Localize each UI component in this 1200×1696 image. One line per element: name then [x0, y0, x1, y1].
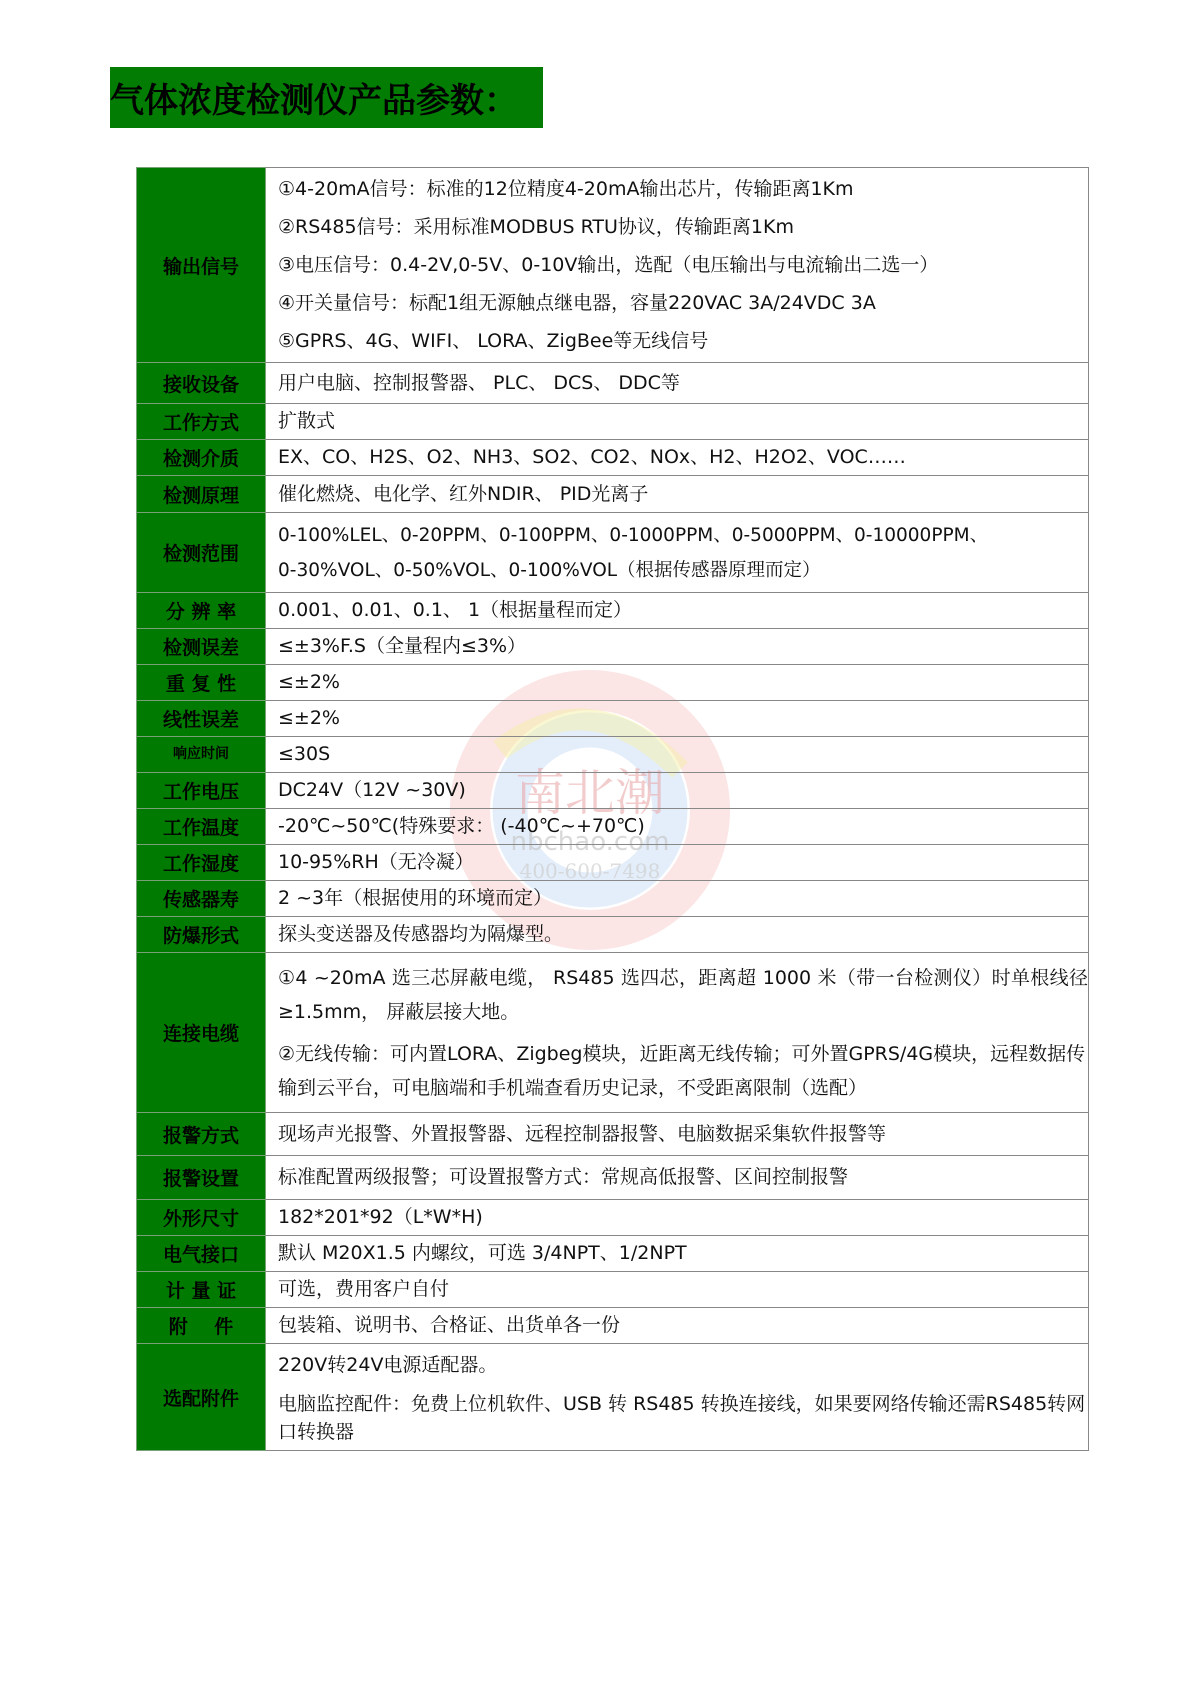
row-label: 计 量 证: [137, 1272, 266, 1308]
table-row: [137, 953, 1089, 1113]
row-label: 检测范围: [137, 513, 266, 593]
row-value: DC24V（12V ~30V): [266, 773, 1089, 809]
row-label: 工作湿度: [137, 845, 266, 881]
row-value: 182*201*92（L*W*H): [266, 1200, 1089, 1236]
table-row: [137, 1113, 1089, 1156]
row-label: 工作方式: [137, 404, 266, 440]
row-label: 选配附件: [137, 1344, 266, 1451]
row-label: 工作温度: [137, 809, 266, 845]
table-row: [137, 476, 1089, 513]
row-value: 用户电脑、控制报警器、 PLC、 DCS、 DDC等: [266, 363, 1089, 404]
row-value: -20℃~50℃(特殊要求： (-40℃~+70℃): [266, 809, 1089, 845]
row-value: 0.001、0.01、0.1、 1（根据量程而定）: [266, 593, 1089, 629]
spec-table: [136, 167, 1089, 1451]
table-row: [137, 773, 1089, 809]
row-label: 检测介质: [137, 440, 266, 476]
table-row: [137, 513, 1089, 593]
row-value: ≤±2%: [266, 701, 1089, 737]
row-value: 可选，费用客户自付: [266, 1272, 1089, 1308]
table-row: [137, 701, 1089, 737]
row-label: 检测误差: [137, 629, 266, 665]
table-row: [137, 665, 1089, 701]
table-row: [137, 363, 1089, 404]
value-line: 0-100%LEL、0-20PPM、0-100PPM、0-1000PPM、0-5000PPM、0-10000PPM、: [278, 524, 989, 546]
table-row: [137, 881, 1089, 917]
table-row: [137, 629, 1089, 665]
row-label: 报警设置: [137, 1156, 266, 1200]
table-row: [137, 440, 1089, 476]
row-value: ≤30S: [266, 737, 1089, 773]
row-label: 附 件: [137, 1308, 266, 1344]
table-row: [137, 1200, 1089, 1236]
row-value: 默认 M20X1.5 内螺纹，可选 3/4NPT、1/2NPT: [266, 1236, 1089, 1272]
row-value: 探头变送器及传感器均为隔爆型。: [266, 917, 1089, 953]
value-line: 0-30%VOL、0-50%VOL、0-100%VOL（根据传感器原理而定）: [278, 559, 821, 581]
row-value: [266, 513, 1089, 593]
table-row: [137, 737, 1089, 773]
table-row: [137, 1308, 1089, 1344]
page-title: 气体浓度检测仪产品参数：: [110, 81, 518, 121]
table-row: [137, 1156, 1089, 1200]
row-label: 连接电缆: [137, 953, 266, 1113]
watermark-phone: 400-600-7498: [519, 859, 661, 883]
row-label: 工作电压: [137, 773, 266, 809]
row-label: 外形尺寸: [137, 1200, 266, 1236]
row-label: 接收设备: [137, 363, 266, 404]
row-value: 2 ~3年（根据使用的环境而定）: [266, 881, 1089, 917]
row-value: 标准配置两级报警；可设置报警方式：常规高低报警、区间控制报警: [266, 1156, 1089, 1200]
table-row: [137, 917, 1089, 953]
table-row: [137, 1272, 1089, 1308]
row-label: 检测原理: [137, 476, 266, 513]
watermark-brand: 南北潮: [515, 764, 665, 822]
row-value: ≤±3%F.S（全量程内≤3%）: [266, 629, 1089, 665]
table-row: [137, 593, 1089, 629]
value-line: ⑤GPRS、4G、WIFI、 LORA、ZigBee等无线信号: [278, 330, 709, 352]
table-row: [137, 168, 1089, 363]
value-line: ②RS485信号：采用标准MODBUS RTU协议，传输距离1Km: [278, 216, 794, 238]
table-row: [137, 809, 1089, 845]
table-row: [137, 1236, 1089, 1272]
value-paragraph: 电脑监控配件：免费上位机软件、USB 转 RS485 转换连接线，如果要网络传输还需RS485转网口转换器: [278, 1393, 1086, 1443]
row-label: 输出信号: [137, 168, 266, 363]
row-value: 10-95%RH（无冷凝）: [266, 845, 1089, 881]
row-label: 报警方式: [137, 1113, 266, 1156]
value-paragraph: ①4 ~20mA 选三芯屏蔽电缆， RS485 选四芯，距离超 1000 米（带一台检测仪）时单根线径≥1.5mm， 屏蔽层接大地。: [278, 966, 1088, 1023]
page-title-banner: [110, 67, 543, 128]
row-label: 传感器寿: [137, 881, 266, 917]
table-row: [137, 845, 1089, 881]
row-value: ≤±2%: [266, 665, 1089, 701]
table-row: [137, 1344, 1089, 1451]
row-value: [266, 1344, 1089, 1451]
row-value: [266, 168, 1089, 363]
watermark-domain: nbchao.com: [510, 827, 670, 857]
row-value: [266, 953, 1089, 1113]
row-value: EX、CO、H2S、O2、NH3、SO2、CO2、NOx、H2、H2O2、VOC……: [266, 440, 1089, 476]
row-label: 分 辨 率: [137, 593, 266, 629]
row-value: 现场声光报警、外置报警器、远程控制器报警、电脑数据采集软件报警等: [266, 1113, 1089, 1156]
row-label: 重 复 性: [137, 665, 266, 701]
value-paragraph: 220V转24V电源适配器。: [278, 1354, 498, 1376]
row-value: 包装箱、说明书、合格证、出货单各一份: [266, 1308, 1089, 1344]
value-paragraph: ②无线传输：可内置LORA、Zigbeg模块，近距离无线传输；可外置GPRS/4G模块，远程数据传输到云平台，可电脑端和手机端查看历史记录，不受距离限制（选配）: [278, 1042, 1086, 1099]
value-line: ③电压信号：0.4-2V,0-5V、0-10V输出，选配（电压输出与电流输出二选一）: [278, 254, 939, 276]
table-row: [137, 404, 1089, 440]
row-label: 响应时间: [137, 737, 266, 773]
row-value: 催化燃烧、电化学、红外NDIR、 PID光离子: [266, 476, 1089, 513]
row-label: 防爆形式: [137, 917, 266, 953]
value-line: ①4-20mA信号：标准的12位精度4-20mA输出芯片，传输距离1Km: [278, 178, 854, 200]
row-label: 线性误差: [137, 701, 266, 737]
row-value: 扩散式: [266, 404, 1089, 440]
row-label: 电气接口: [137, 1236, 266, 1272]
value-line: ④开关量信号：标配1组无源触点继电器，容量220VAC 3A/24VDC 3A: [278, 292, 876, 314]
